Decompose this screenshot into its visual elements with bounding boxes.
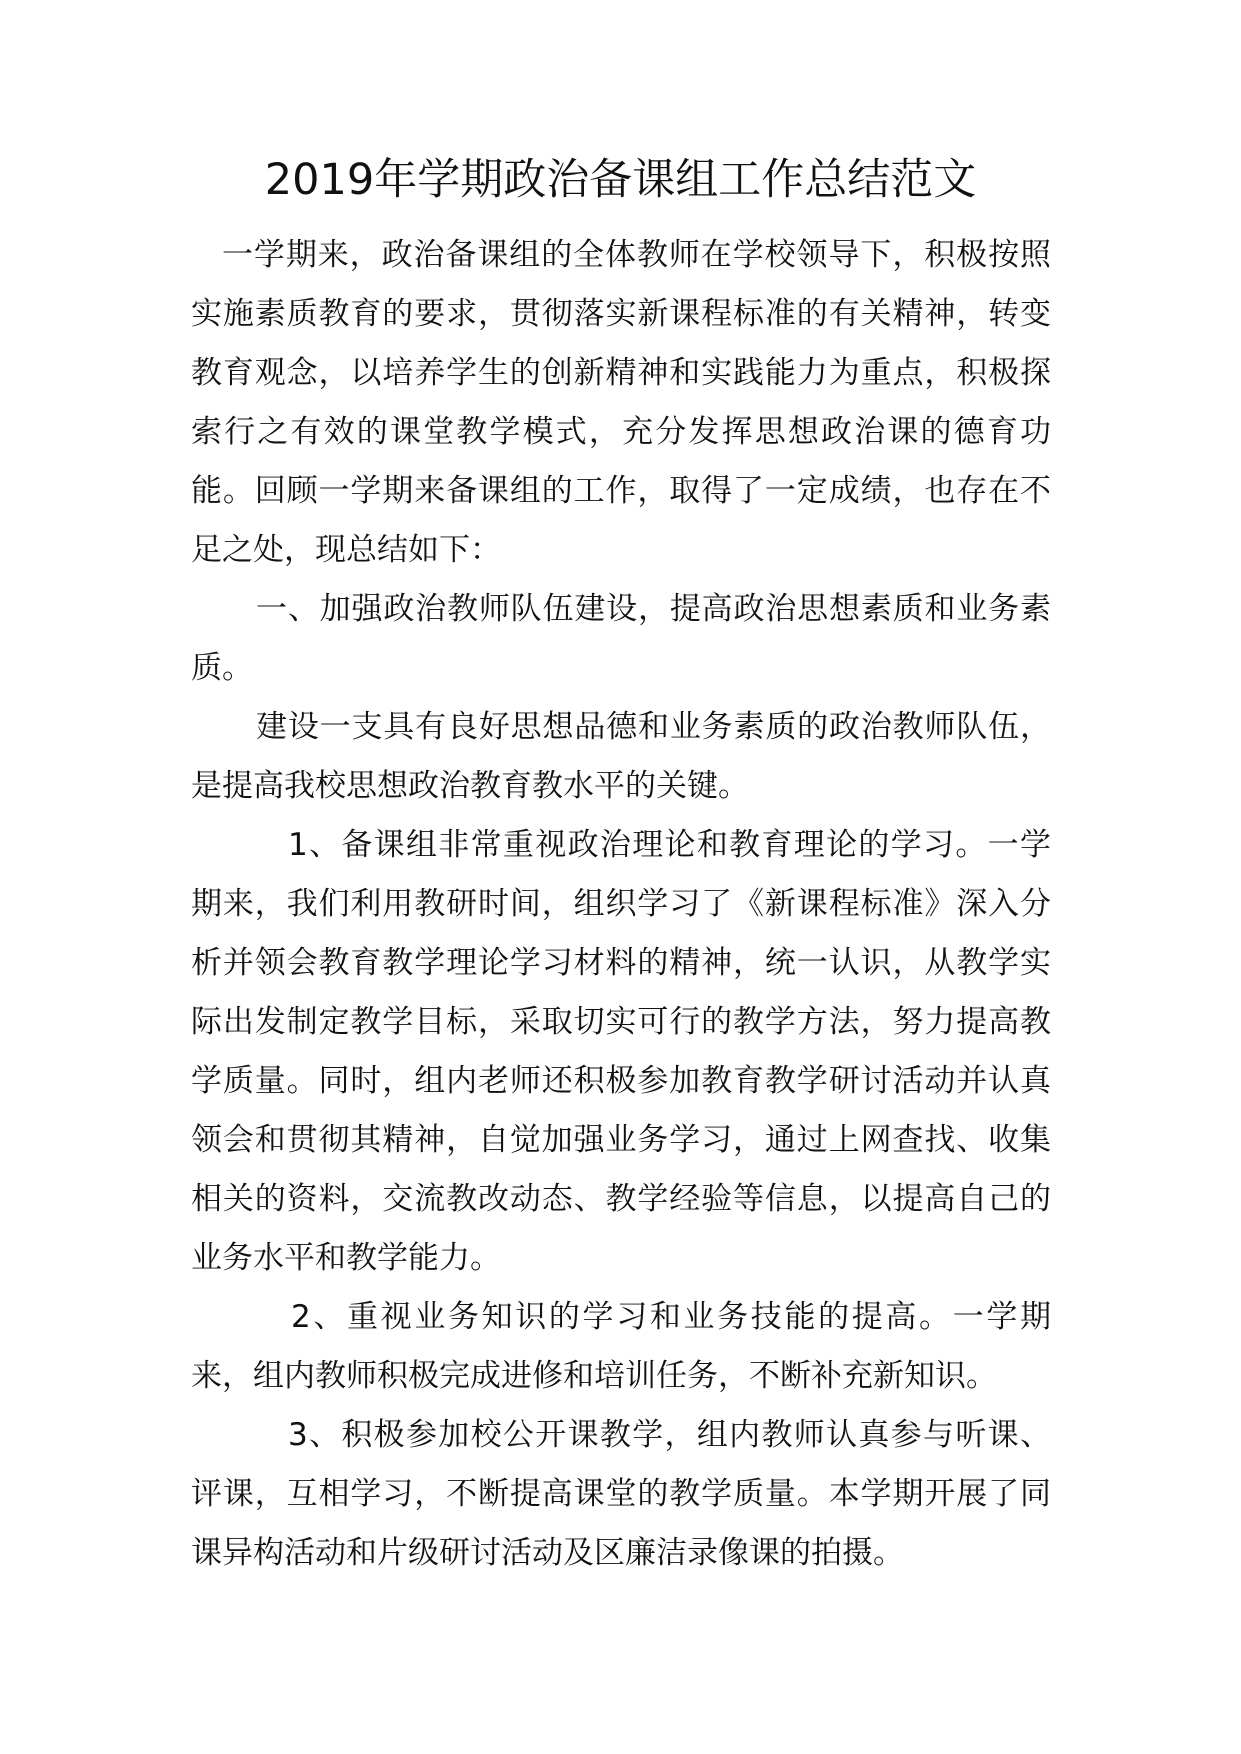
document-body	[191, 226, 1051, 1583]
item-2-paragraph: 2、重视业务知识的学习和业务技能的提高。一学期来，组内教师积极完成进修和培训任务，不断补充新知识。	[191, 1299, 1051, 1394]
section-1-paragraph: 建设一支具有良好思想品德和业务素质的政治教师队伍，是提高我校思想政治教育教水平的关键。	[191, 709, 1051, 804]
document-title: 2019年学期政治备课组工作总结范文	[264, 155, 977, 205]
section-heading-1: 一、加强政治教师队伍建设，提高政治思想素质和业务素质。	[191, 591, 1051, 686]
item-1-paragraph: 1、备课组非常重视政治理论和教育理论的学习。一学期来，我们利用教研时间，组织学习了《新课程标准》深入分析并领会教育教学理论学习材料的精神，统一认识，从教学实际出发制定教学目标，采取切实可行的教学方法，努力提高教学质量。同时，组内老师还积极参加教育教学研讨活动并认真领会和贯彻其精神，自觉加强业务学习，通过上网查找、收集相关的资料，交流教改动态、教学经验等信息，以提高自己的业务水平和教学能力。	[191, 827, 1051, 1276]
item-3-paragraph: 3、积极参加校公开课教学，组内教师认真参与听课、评课，互相学习，不断提高课堂的教学质量。本学期开展了同课异构活动和片级研讨活动及区廉洁录像课的拍摄。	[191, 1417, 1051, 1571]
intro-paragraph: 一学期来，政治备课组的全体教师在学校领导下，积极按照实施素质教育的要求，贯彻落实新课程标准的有关精神，转变教育观念，以培养学生的创新精神和实践能力为重点，积极探索行之有效的课堂教学模式，充分发挥思想政治课的德育功能。回顾一学期来备课组的工作，取得了一定成绩，也存在不足之处，现总结如下：	[191, 237, 1051, 568]
